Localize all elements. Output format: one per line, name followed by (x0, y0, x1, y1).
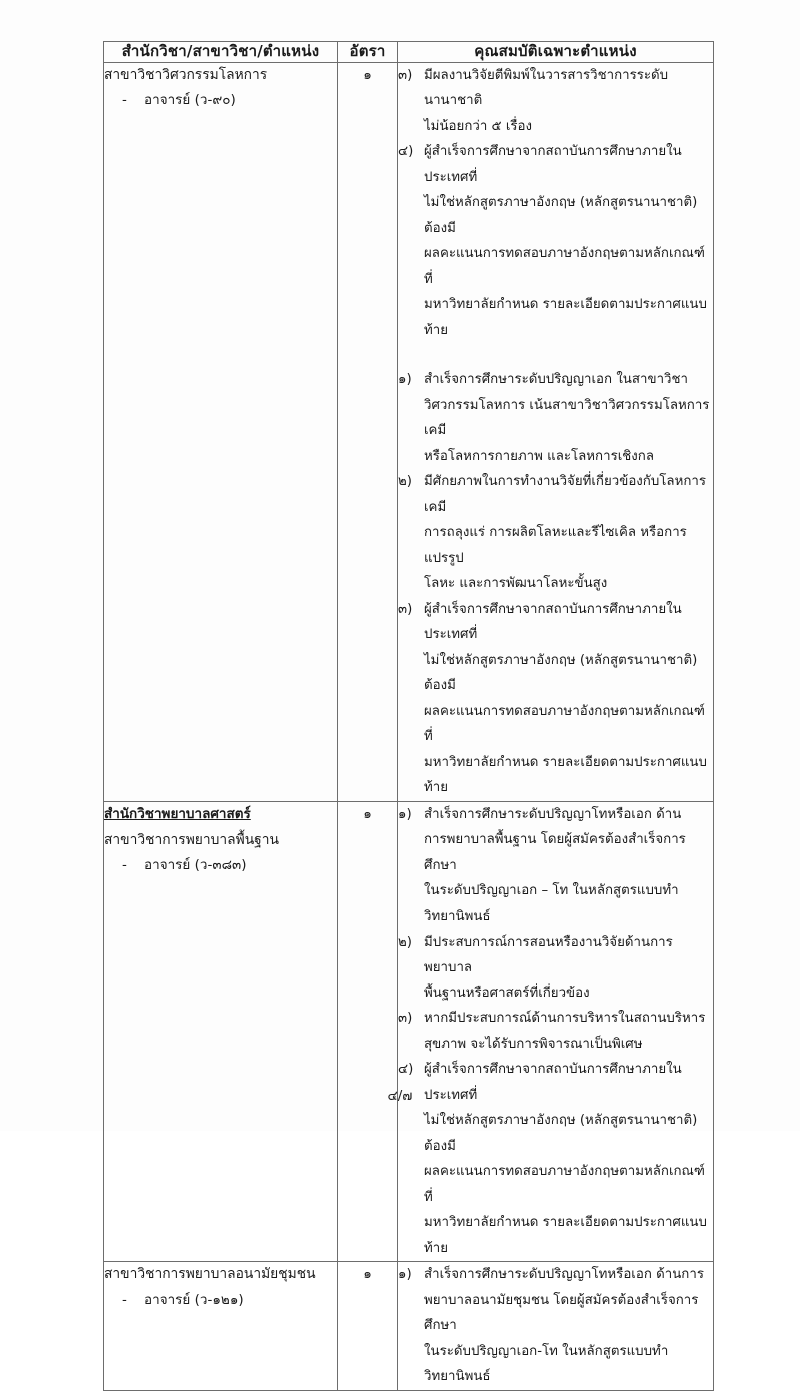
row-unit-cell-metallurgical (104, 62, 338, 801)
list-item-number: ๔) (398, 1062, 414, 1078)
position-dash: - (122, 857, 127, 874)
list-item-line: ผลคะแนนการทดสอบภาษาอังกฤษตามหลักเกณฑ์ที่ (424, 703, 705, 745)
row-qualification-cell-basic-nursing (398, 801, 714, 1261)
list-item-line: สำเร็จการศึกษาระดับปริญญาโทหรือเอก ด้านการ (424, 1267, 704, 1283)
position-label: อาจารย์ (ว-๙๐) (144, 92, 236, 109)
position-name (104, 1288, 337, 1313)
list-item (398, 367, 713, 469)
list-item-line: ผู้สำเร็จการศึกษาจากสถาบันการศึกษาภายในประเทศที่ (424, 1062, 682, 1103)
qualifications-table (103, 41, 714, 1391)
list-item-line: ไม่น้อยกว่า ๕ เรื่อง (424, 118, 532, 134)
branch-name: สาขาวิชาวิศวกรรมโลหการ (104, 66, 268, 83)
list-item-number: ๔) (398, 144, 414, 160)
list-item (398, 1262, 713, 1390)
list-item-line: พื้นฐานหรือศาสตร์ที่เกี่ยวข้อง (424, 985, 590, 1001)
list-item-line: การถลุงแร่ การผลิตโลหะและรีไซเคิล หรือการแปรรูป (424, 525, 687, 566)
row-unit-cell-basic-nursing (104, 801, 338, 1261)
row-rate-cell-metallurgical: ๑ (338, 62, 398, 801)
list-item-line: พยาบาลอนามัยชุมชน โดยผู้สมัครต้องสำเร็จการศึกษา (424, 1292, 699, 1334)
position-dash: - (122, 92, 127, 109)
list-item-line: มีศักยภาพในการทำงานวิจัยที่เกี่ยวข้องกับโลหการเคมี (424, 474, 707, 515)
list-item-line: หากมีประสบการณ์ด้านการบริหารในสถานบริหาร (424, 1011, 706, 1027)
branch-name: สาขาวิชาการพยาบาลอนามัยชุมชน (104, 1266, 316, 1283)
list-item-line: สุขภาพ จะได้รับการพิจารณาเป็นพิเศษ (424, 1036, 643, 1052)
list-item (398, 802, 713, 930)
list-item (398, 1006, 713, 1057)
list-item-line: ไม่ใช่หลักสูตรภาษาอังกฤษ (หลักสูตรนานาชาติ) ต้องมี (424, 1113, 698, 1154)
column-header-unit: สำนักวิชา/สาขาวิชา/ตำแหน่ง (104, 42, 338, 63)
table-header (104, 42, 714, 63)
list-item-number: ๒) (398, 474, 412, 490)
list-item-number: ๑) (398, 372, 412, 388)
branch-name: สาขาวิชาการพยาบาลพื้นฐาน (104, 831, 279, 848)
list-item-number: ๒) (398, 934, 412, 950)
list-item-line: ผู้สำเร็จการศึกษาจากสถาบันการศึกษาภายในประเทศที่ (424, 144, 682, 185)
list-item-line: ผลคะแนนการทดสอบภาษาอังกฤษตามหลักเกณฑ์ที่ (424, 246, 705, 287)
row-rate-cell-community-nursing: ๑ (338, 1262, 398, 1391)
list-item-line: ไม่ใช่หลักสูตรภาษาอังกฤษ (หลักสูตรนานาชาติ) ต้องมี (424, 195, 698, 236)
list-item-line: มหาวิทยาลัยกำหนด รายละเอียดตามประกาศแนบท้าย (424, 754, 707, 796)
qualification-list (398, 802, 713, 1261)
position-name (104, 88, 337, 113)
list-item-line: ผู้สำเร็จการศึกษาจากสถาบันการศึกษาภายในประเทศที่ (424, 601, 682, 643)
table-row (104, 801, 714, 1261)
list-item (398, 63, 713, 140)
list-item-number: ๓) (398, 601, 413, 617)
row-qualification-cell-metallurgical (398, 62, 714, 801)
continued-qualification-list (398, 63, 713, 344)
qualification-list (398, 1262, 713, 1390)
list-item-line: สำเร็จการศึกษาระดับปริญญาโทหรือเอก ด้าน (424, 806, 682, 822)
list-item-number: ๓) (398, 67, 413, 83)
list-item-number: ๑) (398, 806, 412, 822)
qualification-list (398, 367, 713, 801)
list-item-line: สำเร็จการศึกษาระดับปริญญาเอก ในสาขาวิชา (424, 372, 688, 388)
list-item (398, 930, 713, 1007)
row-unit-cell-community-nursing (104, 1262, 338, 1391)
position-label: อาจารย์ (ว-๓๘๓) (144, 857, 247, 874)
list-item-line: มหาวิทยาลัยกำหนด รายละเอียดตามประกาศแนบท้าย (424, 297, 707, 338)
list-item-line: มีประสบการณ์การสอนหรืองานวิจัยด้านการพยาบาล (424, 934, 673, 976)
table-row (104, 62, 714, 801)
list-item-line: มหาวิทยาลัยกำหนด รายละเอียดตามประกาศแนบท้าย (424, 1215, 707, 1256)
list-item-line: ไม่ใช่หลักสูตรภาษาอังกฤษ (หลักสูตรนานาชาติ) ต้องมี (424, 652, 698, 694)
list-item (398, 139, 713, 343)
list-item-line: ในระดับปริญญาเอก – โท ในหลักสูตรแบบทำวิทยานิพนธ์ (424, 883, 679, 924)
table-row (104, 1262, 714, 1391)
list-item-line: ผลคะแนนการทดสอบภาษาอังกฤษตามหลักเกณฑ์ที่ (424, 1164, 705, 1205)
section-gap (398, 343, 713, 367)
position-name (104, 853, 337, 878)
table-body (104, 62, 714, 1390)
list-item-line: วิศวกรรมโลหการ เน้นสาขาวิชาวิศวกรรมโลหการเคมี (424, 397, 710, 439)
list-item-line: หรือโลหการกายภาพ และโลหการเชิงกล (424, 448, 654, 464)
list-item-line: การพยาบาลพื้นฐาน โดยผู้สมัครต้องสำเร็จการศึกษา (424, 832, 686, 873)
list-item (398, 597, 713, 801)
list-item (398, 469, 713, 597)
position-label: อาจารย์ (ว-๑๒๑) (144, 1291, 244, 1308)
school-heading: สำนักวิชาพยาบาลศาสตร์ (104, 805, 251, 822)
page-number: ๔/๗ (387, 1088, 413, 1104)
column-header-rate: อัตรา (338, 42, 398, 63)
list-item-line: ในระดับปริญญาเอก-โท ในหลักสูตรแบบทำวิทยานิพนธ์ (424, 1343, 669, 1385)
row-rate-cell-basic-nursing: ๑ (338, 801, 398, 1261)
position-dash: - (122, 1291, 127, 1308)
row-qualification-cell-community-nursing (398, 1262, 714, 1391)
list-item-line: โลหะ และการพัฒนาโลหะขั้นสูง (424, 576, 608, 592)
list-item-number: ๓) (398, 1011, 413, 1027)
column-header-qualification: คุณสมบัติเฉพาะตำแหน่ง (398, 42, 714, 63)
list-item-line: มีผลงานวิจัยตีพิมพ์ในวารสารวิชาการระดับนานาชาติ (424, 67, 669, 109)
list-item-number: ๑) (398, 1267, 412, 1283)
table-header-row (104, 42, 714, 63)
